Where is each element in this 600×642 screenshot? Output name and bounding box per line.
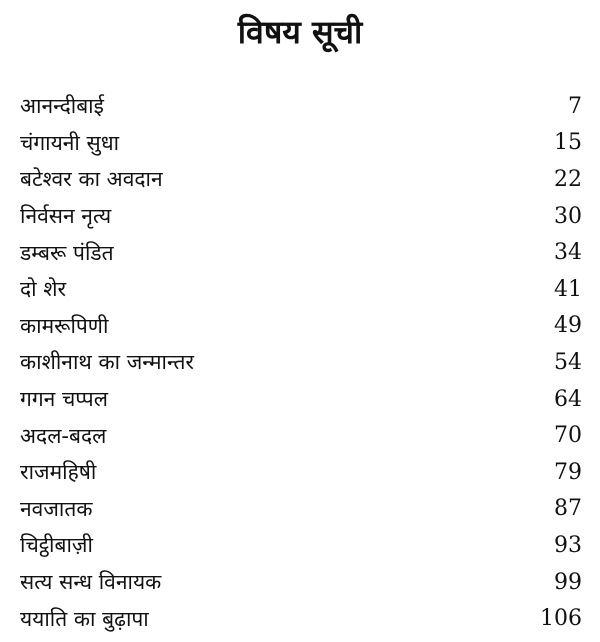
- toc-entry: [20, 454, 582, 491]
- toc-entry-title: आनन्दीबाई: [20, 94, 104, 119]
- toc-entry: [20, 125, 582, 162]
- toc-entry: [20, 527, 582, 564]
- toc-entry-title: चिट्ठीबाज़ी: [20, 533, 93, 558]
- toc-entry: [20, 308, 582, 345]
- toc-entry: [20, 417, 582, 454]
- toc-entry-page: 15: [554, 130, 582, 156]
- toc-entry-title: निर्वसन नृत्य: [20, 204, 112, 229]
- toc-entry-title: काशीनाथ का जन्मान्तर: [20, 350, 194, 375]
- toc-entry-title: सत्य सन्ध विनायक: [20, 570, 162, 595]
- toc-entry: [20, 564, 582, 601]
- toc-entry: [20, 344, 582, 381]
- toc-entry: [20, 491, 582, 528]
- toc-entry-page: 70: [554, 423, 582, 449]
- toc-entry-page: 30: [554, 203, 582, 229]
- toc-entry-page: 54: [554, 349, 582, 375]
- toc-entry: [20, 600, 582, 637]
- toc-entry: [20, 198, 582, 235]
- toc-entry: [20, 88, 582, 125]
- toc-entry: [20, 234, 582, 271]
- toc-entry-title: अदल-बदल: [20, 423, 107, 448]
- toc-entry-page: 22: [554, 166, 582, 192]
- toc-entry-title: दो शेर: [20, 277, 67, 302]
- toc-entry-page: 49: [554, 313, 582, 339]
- toc-entry-page: 7: [568, 93, 582, 119]
- toc-entry-page: 99: [554, 569, 582, 595]
- table-of-contents: [20, 88, 582, 637]
- toc-entry-title: चंगायनी सुधा: [20, 130, 120, 155]
- toc-entry-title: कामरूपिणी: [20, 313, 109, 338]
- toc-entry-title: गगन चप्पल: [20, 387, 108, 412]
- toc-entry-page: 79: [554, 459, 582, 485]
- toc-entry-page: 41: [554, 276, 582, 302]
- toc-entry: [20, 381, 582, 418]
- toc-entry-title: बटेश्वर का अवदान: [20, 167, 163, 192]
- page-title: विषय सूची: [237, 13, 363, 51]
- toc-entry-page: 87: [554, 496, 582, 522]
- toc-entry: [20, 271, 582, 308]
- toc-entry-title: नवजातक: [20, 496, 93, 521]
- toc-entry-page: 34: [554, 240, 582, 266]
- toc-entry-title: डम्बरू पंडित: [20, 240, 114, 265]
- toc-entry-page: 106: [540, 606, 582, 632]
- toc-entry-title: ययाति का बुढ़ापा: [20, 606, 149, 631]
- toc-entry-title: राजमहिषी: [20, 460, 97, 485]
- toc-entry: [20, 161, 582, 198]
- toc-entry-page: 64: [554, 386, 582, 412]
- toc-entry-page: 93: [554, 532, 582, 558]
